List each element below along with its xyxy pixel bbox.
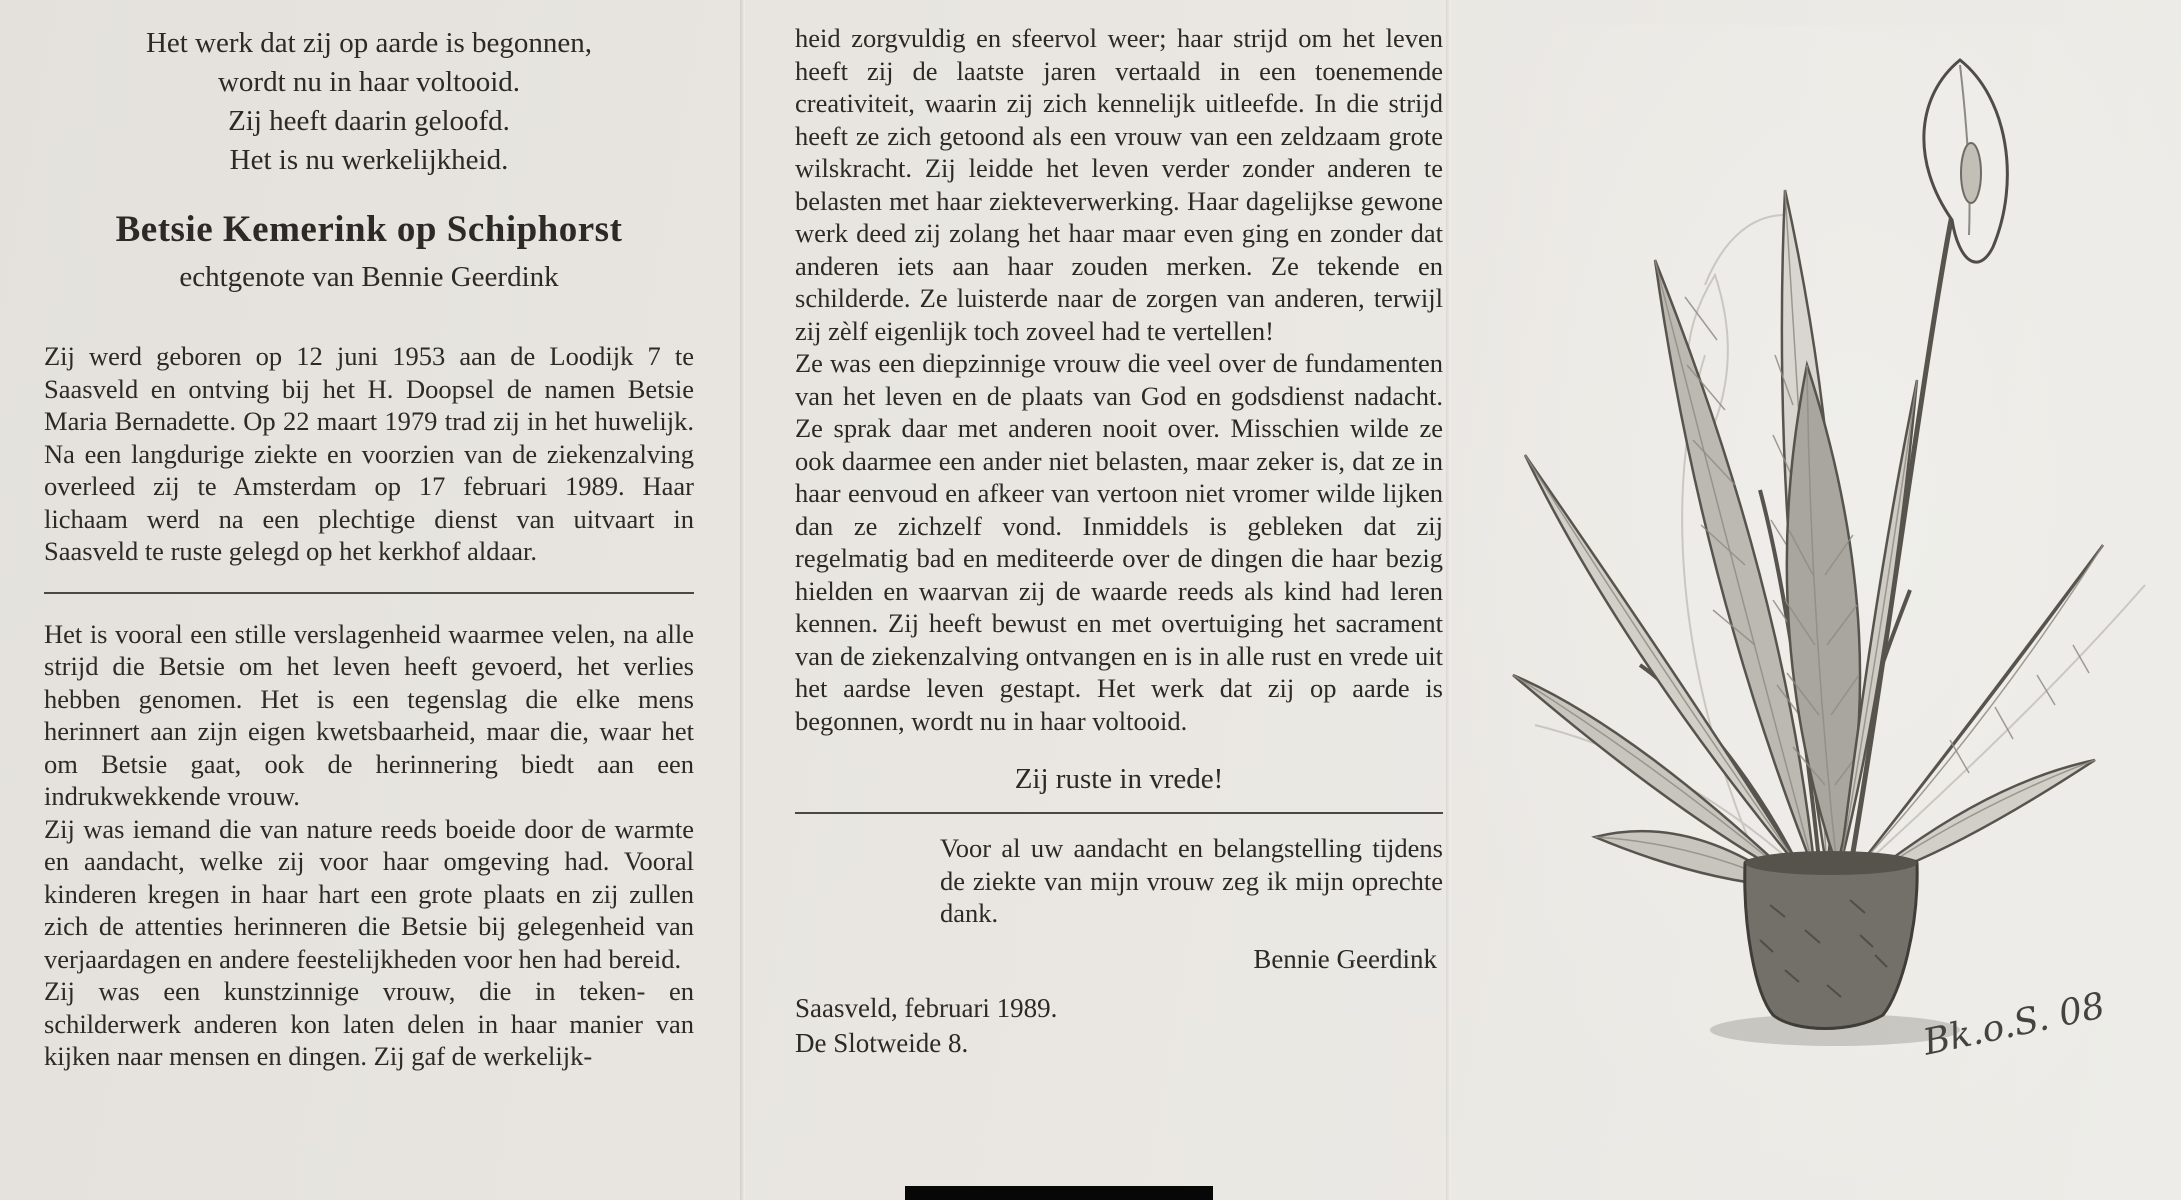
middle-column [795,22,1443,1059]
memorial-paragraph: Zij was iemand die van nature reeds boeide door de warmte en aandacht, welke zij voor haar omgeving had. Vooral kinderen kregen in haar hart een grote plaats en zij zullen zich de attenties herinneren die Betsie bij gelegenheid van verjaardagen en andere feestelijkheden voor hen had bereid. [44,813,694,974]
scan-artifact-bar [905,1186,1213,1200]
plant-leaves [1513,190,2103,887]
spathe-flower [1924,60,2007,262]
spouse-line: echtgenote van Bennie Geerdink [179,261,559,293]
memorial-paragraph: Ze was een diepzinnige vrouw die veel over de fundamenten van het leven en de plaats van God en godsdienst nadacht. Ze sprak daar met anderen nooit over. Misschien wilde ze ook daarmee een ander niet belasten, maar zeker is, dat ze in haar eenvoud en afkeer van vertoon niet vromer wilde lijken dan ze zichzelf vond. Inmiddels is gebleken dat zij regelmatig bad en mediteerde over de dingen die haar bezig hielden en waarvan zij de waarde reeds als kind had leren kennen. Zij heeft bewust en met overtuiging het sacrament van de ziekenzalving ontvangen en is in alle rust en vrede uit het aardse leven gestapt. Het werk dat zij op aarde is begonnen, wordt nu in haar voltooid. [795,348,1443,736]
fold-line [1446,0,1451,1200]
memorial-paragraph: Zij was een kunstzinnige vrouw, die in teken- en schilderwerk anderen kon laten delen in haar manier van kijken naar mensen en dingen. Zij gaf de werkelijk- [44,976,694,1071]
spadix [1961,143,1981,203]
peace-lily-illustration-icon [1455,25,2181,1125]
left-column-divider [44,592,694,594]
place-date-line: Saasveld, februari 1989. [795,992,1058,1023]
flower-pot [1745,851,1917,1029]
verse-line: Het werk dat zij op aarde is begonnen, [145,27,593,59]
rest-in-peace-line: Zij ruste in vrede! [1014,763,1224,795]
signature-name: Bennie Geerdink [1253,943,1437,974]
memorial-paragraph: Het is vooral een stille verslagenheid waarmee velen, na alle strijd die Betsie om het leven heeft gevoerd, het verlies hebben genomen. Het is een tegenslag die elke mens herinnert aan zijn eigen kwetsbaarheid, maar die, waar het om Betsie gaat, ook de herinnering biedt aan een indrukwekkende vrouw. [44,618,694,811]
address-line: De Slotweide 8. [795,1027,969,1058]
fold-line [740,0,745,1200]
verse-line: Zij heeft daarin geloofd. [228,105,510,137]
middle-column-divider [795,812,1443,814]
biography-paragraph: Zij werd geboren op 12 juni 1953 aan de Loodijk 7 te Saasveld en ontving bij het H. Doopsel de namen Betsie Maria Bernadette. Op 22 maart 1979 trad zij in het huwelijk. Na een langdurige ziekte en voorzien van de ziekenzalving overleed zij te Amsterdam op 17 februari 1989. Haar lichaam werd na een plechtige dienst van uitvaart in Saasveld te ruste gelegd op het kerkhof aldaar. [44,341,694,566]
opening-verse [44,24,694,180]
verse-line: wordt nu in haar voltooid. [217,66,521,98]
deceased-name: Betsie Kemerink op Schiphorst [115,209,623,250]
verse-line: Het is nu werkelijkheid. [229,144,509,176]
memorial-paragraph-continued: heid zorgvuldig en sfeervol weer; haar strijd om het leven heeft zij de laatste jaren vertaald in een toenemende creativiteit, waarin zij zich kennelijk uitleefde. In die strijd heeft ze zich getoond als een vrouw van een zeldzaam grote wilskracht. Zij leidde het leven verder zonder anderen te belasten met haar ziekteverwerking. Haar dagelijkse gewone werk deed zij zolang het haar maar even ging en zonder dat anderen iets aan haar zouden merken. Ze tekende en schilderde. Ze luisterde naar de zorgen van anderen, terwijl zij zèlf eigenlijk toch zoveel had te vertellen! [795,23,1443,346]
illustration-panel [1455,25,2181,1175]
left-column [44,24,694,1073]
artist-signature: Bk.o.S. 08 [1919,985,2109,1064]
thanks-paragraph: Voor al uw aandacht en belangstelling tijdens de ziekte van mijn vrouw zeg ik mijn oprechte dank. [940,833,1443,928]
